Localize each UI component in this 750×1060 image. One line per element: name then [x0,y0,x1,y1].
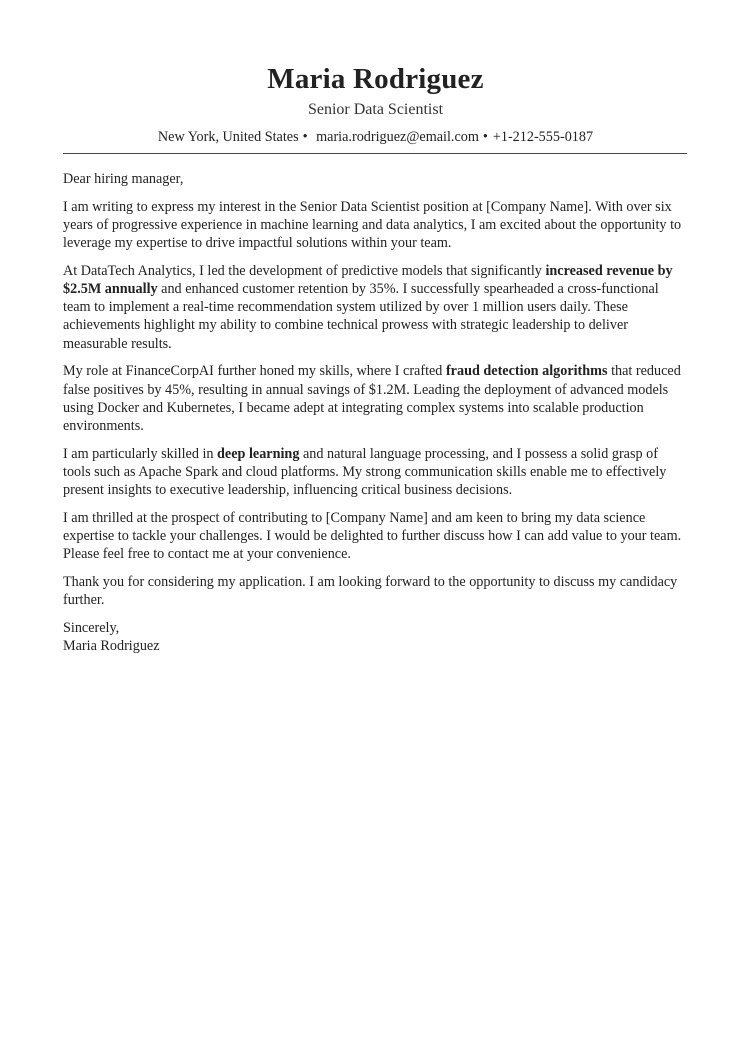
paragraph-financecorp [63,362,688,435]
signoff-block [63,619,688,655]
highlight-text: deep learning [217,445,300,462]
applicant-name: Maria Rodriguez [267,63,484,95]
paragraph-text: I am thrilled at the prospect of contributing to [Company Name] and am keen to bring my data science expertise to tackle your challenges. I would be delighted to further discuss how I can add value to your team. Please feel free to contact me at your convenience. [63,509,682,563]
contact-location: New York, United States [157,129,299,145]
paragraph-text: and natural language processing, and I possess a solid grasp of tools such as Apache Spark and cloud platforms. My strong communication skills enable me to effectively present insights to executive leadership, influencing critical business decisions. [63,445,667,499]
paragraph-thanks [63,573,688,609]
letter-header [63,0,688,154]
applicant-title: Senior Data Scientist [307,101,444,118]
paragraph-intro [63,198,688,253]
contact-phone: +1-212-555-0187 [492,129,594,145]
paragraph-enthusiasm [63,509,688,564]
paragraph-text: My role at FinanceCorpAI further honed my skills, where I crafted [63,363,446,380]
cover-letter-page [63,0,688,665]
contact-email: maria.rodriguez@email.com [316,129,479,145]
paragraph-text: At DataTech Analytics, I led the development of predictive models that significantly [63,262,546,279]
paragraph-text: and enhanced customer retention by 35%. I successfully spearheaded a cross-functional team to implement a real-time recommendation system utilized by over 1 million users daily. These achievements highlight my ability to combine technical prowess with strategic leadership to deliver measurable results. [63,281,659,352]
letter-body [63,170,688,655]
greeting: Dear hiring manager, [63,171,184,187]
paragraph-text: that reduced false positives by 45%, resulting in annual savings of $1.2M. Leading the deployment of advanced models using Docker and Kubernetes, I became adept at integrating complex systems into scalable production environments. [63,363,681,434]
signature: Maria Rodriguez [63,637,160,654]
contact-line [63,128,688,146]
bullet-separator: • [302,129,308,145]
highlight-text: fraud detection algorithms [445,363,608,380]
paragraph-text: I am particularly skilled in [63,445,218,462]
closing: Sincerely, [63,619,120,636]
bullet-separator: • [482,129,488,145]
highlight-text: increased revenue by $2.5M annually [63,262,673,298]
paragraph-text: Thank you for considering my application. I am looking forward to the opportunity to discuss my candidacy further. [63,573,678,609]
paragraph-datatech [63,262,688,353]
paragraph-skills [63,445,688,500]
paragraph-text: I am writing to express my interest in the Senior Data Scientist position at [Company Name]. With over six years of progressive experience in machine learning and data analytics, I am excited about the opportunity to leverage my expertise to drive impactful solutions within your team. [63,198,682,252]
header-divider [63,153,687,154]
